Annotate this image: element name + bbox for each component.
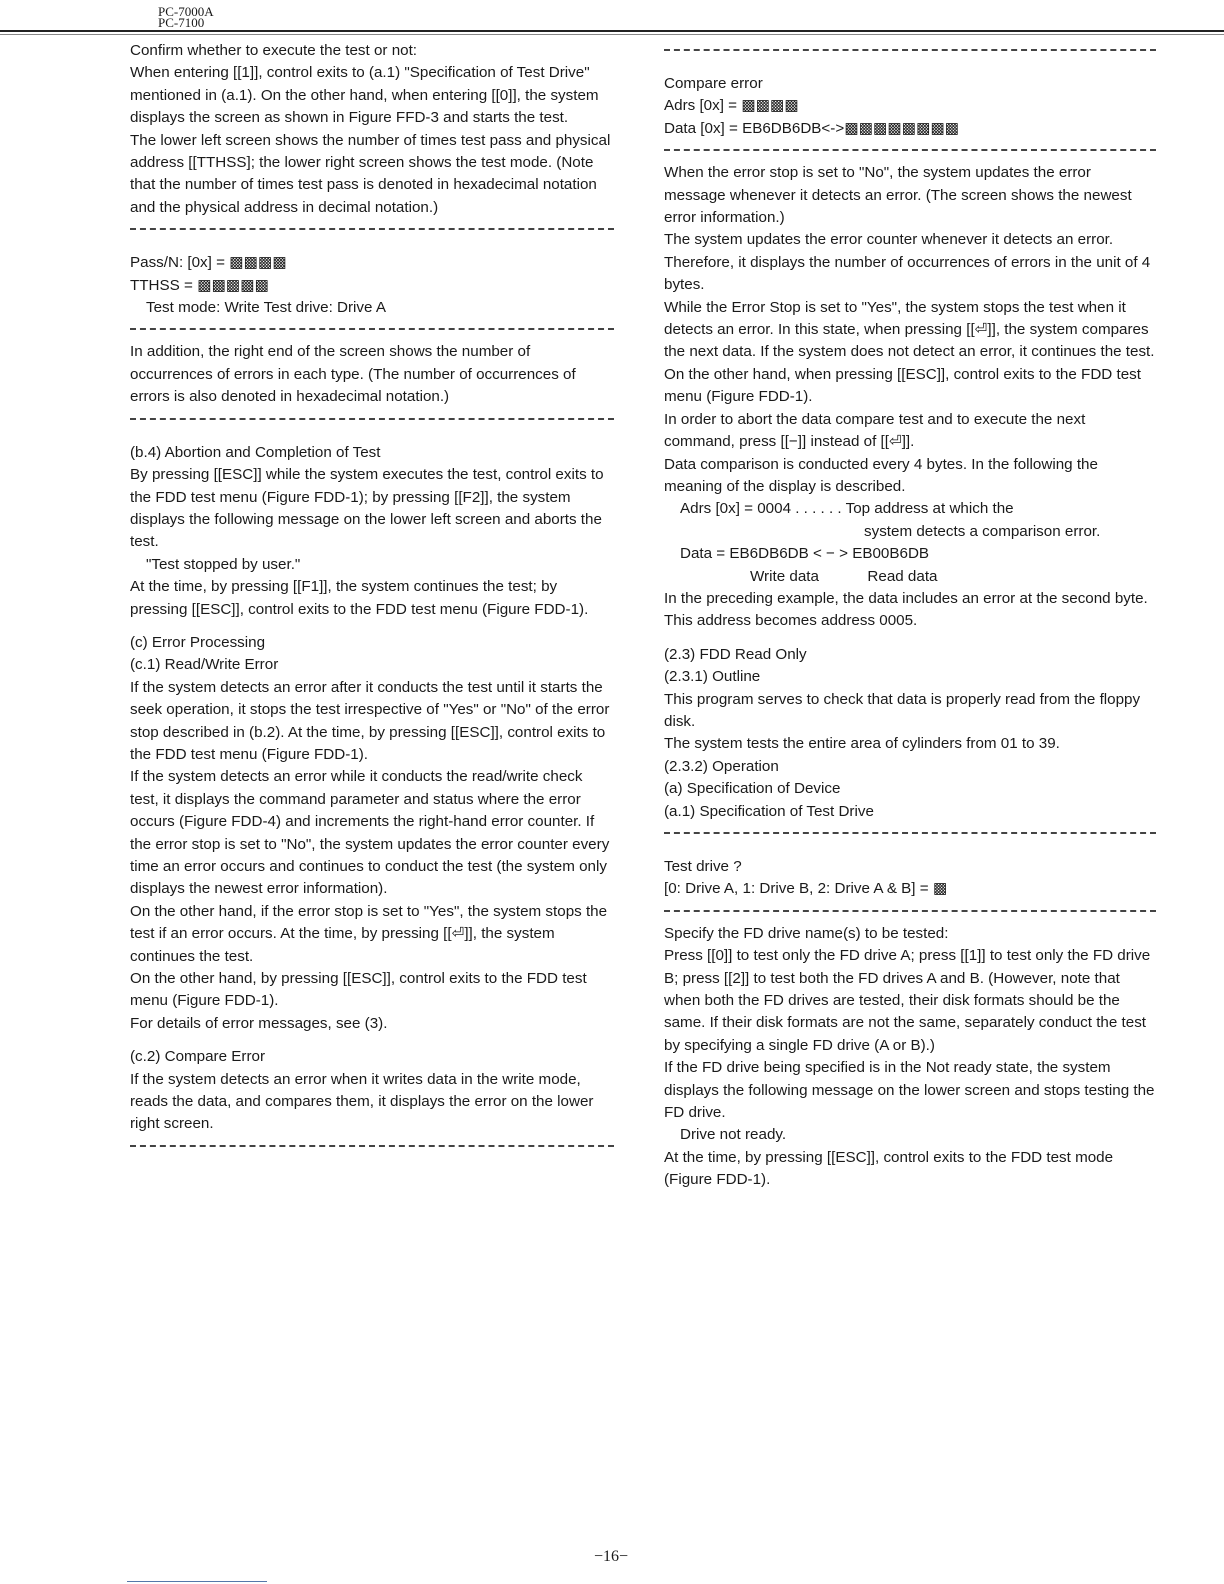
screen-divider [130,418,614,420]
paragraph: The system tests the entire area of cylinders from 01 to 39. [664,735,1060,753]
left-column [130,40,614,1158]
header-model-2: PC-7100 [158,15,205,30]
example-line: system detects a comparison error. [864,522,1101,540]
paragraph: Confirm whether to execute the test or not: [130,42,418,59]
screen-line: Compare error [664,75,763,92]
screen-line: Test mode: Write Test drive: Drive A [146,299,386,317]
paragraph: If the system detects an error while it conducts the read/write check test, it displays the command parameter and status where the error occurs (Figure FDD-4) and increments the right-hand error counter. If the error stop is set to "No", the system updates the error counter every time an error occurs and continues to conduct the test (the system only displays the newest error information). [130,768,610,898]
page-number: −16− [594,1548,629,1565]
paragraph: On the other hand, by pressing [[ESC]], control exits to the FDD test menu (Figure FDD-1). [130,970,587,1010]
section-heading: (c.1) Read/Write Error [130,656,279,674]
screen-divider [664,910,1156,912]
screen-line: Data [0x] = EB6DB6DB<->▩▩▩▩▩▩▩▩ [664,119,960,137]
example-line: Adrs [0x] = 0004 . . . . . . Top address at which the [680,500,1014,518]
paragraph: Specify the FD drive name(s) to be tested: [664,924,949,942]
screen-message: "Test stopped by user." [146,555,301,573]
section-heading: (2.3.2) Operation [664,757,779,775]
section-heading: (c.2) Compare Error [130,1048,266,1066]
example-legend [664,566,1156,588]
paragraph: When the error stop is set to "No", the system updates the error message whenever it detects an error. (The screen shows the newest error information.) [664,164,1132,227]
screen-divider [664,832,1156,834]
screen-divider [664,49,1156,51]
paragraph: In addition, the right end of the screen shows the number of occurrences of errors in each type. (The number of occurrences of errors is also denoted in hexadecimal notation.) [130,343,576,406]
screen-line: Test drive ? [664,858,742,875]
read-data-label: Read data [867,567,938,585]
write-data-label: Write data [750,567,819,585]
screen-divider [664,149,1156,151]
section-heading: (a) Specification of Device [664,780,841,798]
screen-divider [130,228,614,230]
paragraph: In the preceding example, the data includes an error at the second byte. This address becomes address 0005. [664,589,1148,630]
page-header [158,6,214,28]
paragraph: At the time, by pressing [[ESC]], control exits to the FDD test mode (Figure FDD-1). [664,1148,1114,1189]
screen-line: Pass/N: [0x] = ▩▩▩▩ [130,254,287,272]
paragraph: When entering [[1]], control exits to (a.1) "Specification of Test Drive" mentioned in (a.1). On the other hand, when entering [[0]], the system displays the screen as shown in Figure FFD-3 and starts the test. [130,64,599,127]
header-rule-thin [0,34,1224,35]
paragraph: Data comparison is conducted every 4 bytes. In the following the meaning of the display is described. [664,455,1098,495]
section-heading: (2.3.1) Outline [664,668,761,686]
footer-rule [127,1581,267,1582]
screen-line: Adrs [0x] = ▩▩▩▩ [664,97,799,115]
header-model-1: PC-7000A [158,4,214,19]
section-heading: (b.4) Abortion and Completion of Test [130,443,381,461]
section-heading: (a.1) Specification of Test Drive [664,802,874,820]
example-line: Data = EB6DB6DB < − > EB00B6DB [680,545,930,563]
paragraph: The system updates the error counter whenever it detects an error. Therefore, it displays the number of occurrences of errors in the unit of 4 bytes. [664,231,1151,294]
paragraph: This program serves to check that data is properly read from the floppy disk. [664,690,1141,730]
paragraph: Press [[0]] to test only the FD drive A; press [[1]] to test only the FD drive B; press [[2]] to test both the FD drives A and B. (However, note that when both the FD drives are tested, their disk formats should be the same. If their disk formats are not the same, separately conduct the test by specifying a single FD drive (A or B).) [664,947,1151,1054]
section-heading: (c) Error Processing [130,633,266,651]
screen-divider [130,328,614,330]
screen-message: Drive not ready. [680,1126,787,1144]
paragraph: While the Error Stop is set to "Yes", the system stops the test when it detects an error. In this state, when pressing [[⏎]], the system compares the next data. If the system does not detect an error, it continues the test. On the other hand, when pressing [[ESC]], control exits to the FDD test menu (Figure FDD-1). [664,298,1155,406]
paragraph: If the system detects an error when it writes data in the write mode, reads the data, and compares them, it displays the error on the lower right screen. [130,1070,594,1133]
right-column [664,40,1156,1192]
paragraph: The lower left screen shows the number of times test pass and physical address [[TTHSS]; the lower right screen shows the test mode. (Note that the number of times test pass is denoted in hexadecimal notation and the physical address in decimal notation.) [130,131,611,216]
screen-divider [130,1145,614,1147]
paragraph: If the system detects an error after it conducts the test until it starts the seek operation, it stops the test irrespective of "Yes" or "No" of the error stop described in (b.2). At the time, by pressing [[ESC]], control exits to the FDD test menu (Figure FDD-1). [130,678,610,763]
paragraph: In order to abort the data compare test and to execute the next command, press [[−]] instead of [[⏎]]. [664,410,1086,451]
paragraph: If the FD drive being specified is in the Not ready state, the system displays the following message on the lower screen and stops testing the FD drive. [664,1059,1155,1122]
paragraph: By pressing [[ESC]] while the system executes the test, control exits to the FDD test menu (Figure FDD-1); by pressing [[F2]], the system displays the following message on the lower left screen and aborts the test. [130,466,604,551]
paragraph: For details of error messages, see (3). [130,1014,388,1032]
screen-line: [0: Drive A, 1: Drive B, 2: Drive A & B] = ▩ [664,880,948,898]
section-heading: (2.3) FDD Read Only [664,645,807,663]
paragraph: At the time, by pressing [[F1]], the system continues the test; by pressing [[ESC]], control exits to the FDD test menu (Figure FDD-1). [130,578,589,618]
screen-line: TTHSS = ▩▩▩▩▩ [130,276,269,294]
paragraph: On the other hand, if the error stop is set to "Yes", the system stops the test if an error occurs. At the time, by pressing [[⏎]], the system continues the test. [130,902,608,965]
header-rule [0,30,1224,32]
